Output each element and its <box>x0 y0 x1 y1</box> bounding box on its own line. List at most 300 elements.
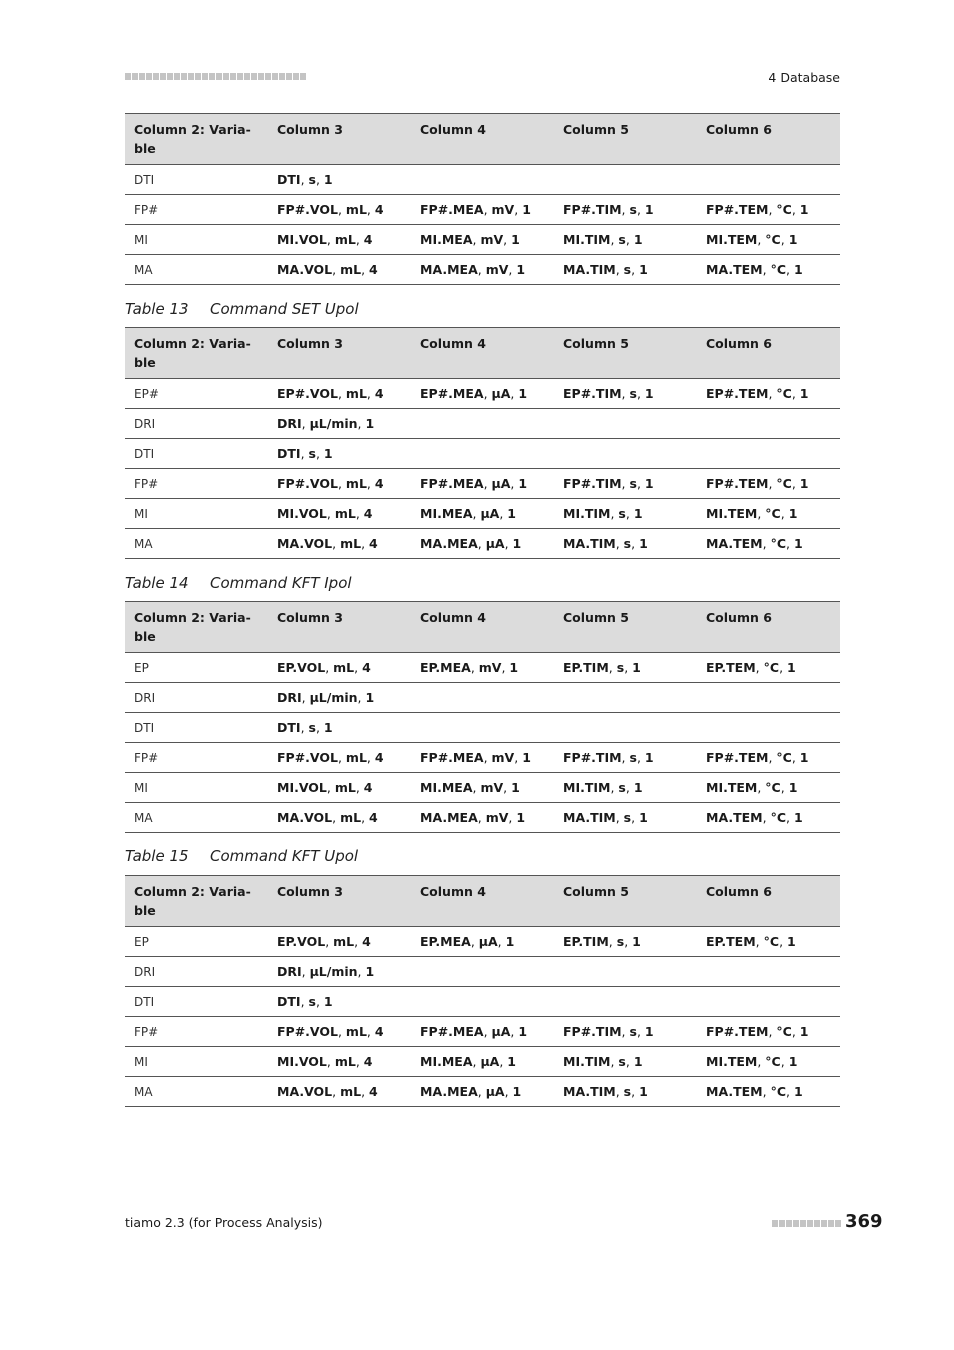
table-row <box>125 195 840 225</box>
value-segment: MA.VOL <box>277 810 333 825</box>
value-segment: , <box>786 1084 794 1099</box>
decor-square <box>258 73 264 80</box>
value-segment: mV <box>480 232 504 247</box>
value-segment: 4 <box>363 780 373 795</box>
value-segment: FP#.VOL <box>277 202 338 217</box>
variable-cell: DRI <box>125 683 268 713</box>
value-segment: mL <box>340 1084 362 1099</box>
value-cell <box>268 1077 411 1107</box>
variable-cell: DTI <box>125 713 268 743</box>
value-segment: °C <box>776 476 792 491</box>
decor-square <box>244 73 250 80</box>
value-segment: s <box>629 476 637 491</box>
value-segment: MI.TIM <box>563 232 611 247</box>
value-segment: MI.VOL <box>277 506 327 521</box>
decor-square <box>814 1220 820 1227</box>
value-cell <box>411 1017 554 1047</box>
value-cell <box>268 653 411 683</box>
value-segment: , <box>325 934 334 949</box>
value-cell <box>697 773 840 803</box>
value-segment: mL <box>334 506 356 521</box>
value-segment: , <box>483 750 492 765</box>
value-segment: 4 <box>374 386 384 401</box>
variable-cell: FP# <box>125 195 268 225</box>
value-segment: 1 <box>633 780 643 795</box>
value-cell <box>697 469 840 499</box>
value-segment: DRI <box>277 416 302 431</box>
decor-square <box>793 1220 799 1227</box>
value-segment: s <box>616 660 625 675</box>
value-segment: s <box>618 506 626 521</box>
variable-cell: MA <box>125 255 268 285</box>
value-segment: , <box>357 416 366 431</box>
value-segment: MI.TIM <box>563 506 611 521</box>
value-segment: DTI <box>277 172 301 187</box>
value-segment: , <box>325 660 334 675</box>
value-segment: , <box>780 780 789 795</box>
value-segment: , <box>504 1084 513 1099</box>
value-cell <box>554 683 697 713</box>
value-segment: , <box>503 780 512 795</box>
value-segment: , <box>791 386 800 401</box>
value-segment: mV <box>491 750 515 765</box>
decor-square <box>125 73 131 80</box>
value-segment: µA <box>491 386 511 401</box>
value-segment: , <box>621 1024 630 1039</box>
value-segment: s <box>308 994 316 1009</box>
value-segment: 1 <box>793 1084 803 1099</box>
column-header: Column 2: Varia- ble <box>125 114 268 165</box>
value-segment: , <box>791 750 800 765</box>
value-cell <box>268 469 411 499</box>
value-segment: °C <box>765 506 781 521</box>
variable-cell: MA <box>125 1077 268 1107</box>
value-segment: s <box>618 1054 626 1069</box>
column-header: Column 4 <box>411 876 554 927</box>
value-cell <box>697 683 840 713</box>
table-row <box>125 743 840 773</box>
value-segment: , <box>501 660 510 675</box>
value-cell <box>268 439 411 469</box>
value-segment: , <box>631 262 640 277</box>
value-segment: MA.TEM <box>706 1084 763 1099</box>
value-segment: 4 <box>362 660 371 675</box>
value-segment: 1 <box>639 1084 648 1099</box>
value-segment: mL <box>340 810 362 825</box>
value-segment: , <box>315 172 324 187</box>
value-cell <box>268 1017 411 1047</box>
decor-square <box>237 73 243 80</box>
value-segment: FP#.TIM <box>563 202 622 217</box>
value-segment: 1 <box>323 172 333 187</box>
value-segment: , <box>621 202 630 217</box>
table-row <box>125 1077 840 1107</box>
value-segment: , <box>470 934 479 949</box>
value-segment: , <box>510 476 519 491</box>
value-segment: , <box>791 1024 800 1039</box>
value-segment: 1 <box>518 476 528 491</box>
value-segment: , <box>499 1054 508 1069</box>
value-segment: s <box>629 386 637 401</box>
value-segment: s <box>618 232 626 247</box>
value-segment: °C <box>765 780 781 795</box>
value-segment: 1 <box>632 934 641 949</box>
value-cell <box>697 529 840 559</box>
column-header: Column 2: Varia- ble <box>125 876 268 927</box>
value-segment: EP.TEM <box>706 660 756 675</box>
value-segment: 1 <box>512 1084 522 1099</box>
value-segment: °C <box>770 536 786 551</box>
decor-square <box>293 73 299 80</box>
value-segment: MA.TIM <box>563 1084 616 1099</box>
table-caption-title: Command KFT Ipol <box>210 574 352 592</box>
value-cell <box>268 803 411 833</box>
value-segment: 1 <box>644 1024 654 1039</box>
column-header: Column 5 <box>554 114 697 165</box>
decor-square <box>230 73 236 80</box>
value-segment: µL/min <box>309 964 358 979</box>
decor-square <box>195 73 201 80</box>
decor-square <box>272 73 278 80</box>
value-cell <box>697 987 840 1017</box>
decor-square <box>279 73 285 80</box>
value-segment: , <box>621 386 630 401</box>
value-segment: , <box>357 690 366 705</box>
value-segment: µA <box>485 1084 505 1099</box>
variable-cell: MI <box>125 773 268 803</box>
value-segment: MA.MEA <box>420 262 478 277</box>
value-segment: , <box>757 506 766 521</box>
column-header: Column 6 <box>697 876 840 927</box>
column-header: Column 4 <box>411 602 554 653</box>
value-segment: 1 <box>633 232 643 247</box>
value-segment: , <box>615 262 624 277</box>
value-cell <box>697 165 840 195</box>
value-segment: EP#.TIM <box>563 386 622 401</box>
value-segment: , <box>483 386 492 401</box>
value-segment: MI.VOL <box>277 780 327 795</box>
value-segment: , <box>477 1084 486 1099</box>
value-cell <box>411 195 554 225</box>
footer-product: tiamo 2.3 (for Process Analysis) <box>125 1215 323 1230</box>
value-segment: s <box>618 780 626 795</box>
value-cell <box>554 1047 697 1077</box>
value-segment: 4 <box>363 1054 373 1069</box>
table-row <box>125 469 840 499</box>
value-cell <box>268 713 411 743</box>
value-segment: , <box>355 506 364 521</box>
decor-square <box>300 73 306 80</box>
value-segment: , <box>337 202 346 217</box>
value-segment: 1 <box>787 660 796 675</box>
value-segment: , <box>326 780 335 795</box>
value-cell <box>411 529 554 559</box>
value-segment: , <box>300 172 309 187</box>
decor-square <box>209 73 215 80</box>
value-segment: , <box>762 262 771 277</box>
value-segment: , <box>366 1024 375 1039</box>
value-segment: , <box>301 964 310 979</box>
value-segment: 1 <box>793 536 803 551</box>
value-cell <box>697 409 840 439</box>
variable-cell: EP <box>125 927 268 957</box>
value-segment: EP#.VOL <box>277 386 338 401</box>
value-segment: 1 <box>512 536 522 551</box>
table-row <box>125 379 840 409</box>
value-segment: , <box>768 750 777 765</box>
variable-cell: DRI <box>125 957 268 987</box>
value-segment: MA.TEM <box>706 536 763 551</box>
value-cell <box>554 803 697 833</box>
decor-square <box>153 73 159 80</box>
value-segment: , <box>354 934 363 949</box>
value-segment: , <box>636 750 645 765</box>
value-cell <box>411 409 554 439</box>
variable-cell: MI <box>125 225 268 255</box>
value-segment: , <box>608 660 617 675</box>
value-segment: , <box>636 1024 645 1039</box>
value-segment: , <box>786 262 794 277</box>
value-segment: EP.VOL <box>277 934 326 949</box>
value-cell <box>697 1077 840 1107</box>
value-segment: µA <box>480 1054 500 1069</box>
value-segment: , <box>354 660 363 675</box>
value-cell <box>411 773 554 803</box>
value-segment: 1 <box>788 780 798 795</box>
variable-cell: DTI <box>125 165 268 195</box>
value-segment: DRI <box>277 964 302 979</box>
decor-square <box>835 1220 841 1227</box>
table-row <box>125 1017 840 1047</box>
value-segment: s <box>623 810 632 825</box>
value-cell <box>268 529 411 559</box>
value-segment: , <box>610 506 619 521</box>
value-segment: , <box>624 934 633 949</box>
value-segment: 1 <box>793 810 803 825</box>
value-segment: 1 <box>788 232 798 247</box>
value-segment: , <box>780 506 789 521</box>
value-segment: mL <box>340 262 362 277</box>
value-segment: 1 <box>511 232 520 247</box>
value-segment: , <box>472 506 481 521</box>
value-cell <box>554 379 697 409</box>
value-segment: 1 <box>633 506 643 521</box>
value-cell <box>554 743 697 773</box>
value-segment: 1 <box>511 780 520 795</box>
value-segment: s <box>623 262 632 277</box>
decor-square <box>223 73 229 80</box>
value-segment: FP#.TIM <box>563 750 622 765</box>
value-segment: 1 <box>644 202 654 217</box>
value-segment: µL/min <box>309 690 358 705</box>
decor-square <box>821 1220 827 1227</box>
table-row <box>125 1047 840 1077</box>
value-cell <box>411 713 554 743</box>
value-segment: , <box>615 536 624 551</box>
value-segment: , <box>786 810 794 825</box>
value-segment: EP.TIM <box>563 934 609 949</box>
value-cell <box>411 379 554 409</box>
value-segment: , <box>366 202 375 217</box>
decor-square <box>174 73 180 80</box>
value-cell <box>554 529 697 559</box>
value-segment: , <box>615 1084 624 1099</box>
table-row <box>125 713 840 743</box>
value-segment: 1 <box>799 750 809 765</box>
value-cell <box>554 165 697 195</box>
value-segment: , <box>621 476 630 491</box>
value-segment: , <box>355 1054 364 1069</box>
column-header: Column 3 <box>268 876 411 927</box>
variable-cell: FP# <box>125 1017 268 1047</box>
value-segment: , <box>791 202 800 217</box>
value-segment: MA.TIM <box>563 262 616 277</box>
value-cell <box>268 255 411 285</box>
value-segment: , <box>337 476 346 491</box>
value-segment: mL <box>345 750 367 765</box>
decor-square <box>828 1220 834 1227</box>
value-segment: MA.MEA <box>420 810 478 825</box>
value-segment: , <box>315 720 324 735</box>
value-segment: 4 <box>374 476 384 491</box>
value-segment: µA <box>491 1024 511 1039</box>
value-segment: mL <box>345 386 367 401</box>
value-segment: mV <box>485 262 509 277</box>
table-row <box>125 225 840 255</box>
value-segment: 1 <box>788 1054 798 1069</box>
value-segment: 1 <box>639 262 648 277</box>
value-segment: , <box>608 934 617 949</box>
table-row <box>125 255 840 285</box>
value-cell <box>697 803 840 833</box>
table-row <box>125 409 840 439</box>
value-segment: , <box>610 1054 619 1069</box>
value-segment: , <box>791 476 800 491</box>
value-segment: , <box>510 386 519 401</box>
value-segment: , <box>300 720 309 735</box>
value-segment: MI.TEM <box>706 232 758 247</box>
value-segment: , <box>355 780 364 795</box>
column-header: Column 3 <box>268 328 411 379</box>
value-cell <box>268 927 411 957</box>
value-segment: 1 <box>505 934 515 949</box>
page-number: 369 <box>845 1211 883 1232</box>
table-row <box>125 773 840 803</box>
value-cell <box>554 409 697 439</box>
value-cell <box>697 713 840 743</box>
value-cell <box>554 499 697 529</box>
value-cell <box>697 743 840 773</box>
value-segment: 1 <box>644 386 654 401</box>
value-cell <box>697 927 840 957</box>
value-segment: mL <box>333 660 355 675</box>
value-segment: , <box>326 506 335 521</box>
table-row <box>125 653 840 683</box>
decor-square <box>160 73 166 80</box>
value-cell <box>268 1047 411 1077</box>
value-segment: 1 <box>632 660 641 675</box>
value-segment: FP#.TEM <box>706 476 769 491</box>
value-segment: , <box>779 934 788 949</box>
value-segment: °C <box>765 1054 781 1069</box>
decor-square <box>772 1220 778 1227</box>
value-cell <box>697 379 840 409</box>
value-segment: µA <box>480 506 500 521</box>
value-segment: , <box>332 1084 341 1099</box>
value-segment: mL <box>333 934 355 949</box>
value-segment: , <box>779 660 788 675</box>
value-segment: mL <box>340 536 362 551</box>
command-table <box>125 875 840 1107</box>
value-segment: MA.TIM <box>563 536 616 551</box>
decor-square <box>265 73 271 80</box>
value-segment: , <box>326 1054 335 1069</box>
value-segment: s <box>616 934 625 949</box>
value-segment: , <box>503 232 512 247</box>
value-segment: MA.VOL <box>277 262 333 277</box>
variable-cell: MI <box>125 499 268 529</box>
value-segment: 1 <box>323 720 333 735</box>
value-segment: , <box>355 232 364 247</box>
column-header: Column 6 <box>697 328 840 379</box>
variable-cell: DTI <box>125 987 268 1017</box>
command-table <box>125 327 840 559</box>
table-caption-number: Table 14 <box>125 574 189 592</box>
value-segment: , <box>514 202 523 217</box>
value-cell <box>554 713 697 743</box>
decor-square <box>146 73 152 80</box>
value-segment: , <box>361 262 370 277</box>
value-segment: s <box>623 536 632 551</box>
value-segment: 1 <box>518 1024 528 1039</box>
variable-cell: MI <box>125 1047 268 1077</box>
decor-square <box>286 73 292 80</box>
section-label: 4 Database <box>768 70 840 85</box>
value-segment: FP#.MEA <box>420 202 484 217</box>
column-header: Column 3 <box>268 114 411 165</box>
footer-squares <box>772 1220 841 1227</box>
value-cell <box>697 1047 840 1077</box>
value-segment: , <box>499 506 508 521</box>
table-caption-number: Table 13 <box>125 300 189 318</box>
value-segment: , <box>755 934 764 949</box>
value-segment: 4 <box>363 506 373 521</box>
value-segment: , <box>472 1054 481 1069</box>
column-header: Column 5 <box>554 876 697 927</box>
value-cell <box>411 987 554 1017</box>
variable-cell: MA <box>125 529 268 559</box>
table-row <box>125 957 840 987</box>
value-segment: mL <box>345 1024 367 1039</box>
value-segment: °C <box>763 660 780 675</box>
value-cell <box>411 1047 554 1077</box>
value-segment: , <box>366 476 375 491</box>
value-cell <box>554 1077 697 1107</box>
value-segment: , <box>337 1024 346 1039</box>
value-segment: , <box>332 262 341 277</box>
value-segment: , <box>780 232 789 247</box>
value-segment: , <box>768 1024 777 1039</box>
value-segment: , <box>762 810 771 825</box>
column-header: Column 6 <box>697 114 840 165</box>
variable-cell: MA <box>125 803 268 833</box>
value-segment: , <box>361 810 370 825</box>
table-row <box>125 683 840 713</box>
value-segment: °C <box>776 1024 792 1039</box>
value-segment: , <box>762 1084 771 1099</box>
value-segment: 4 <box>369 810 378 825</box>
value-cell <box>554 225 697 255</box>
